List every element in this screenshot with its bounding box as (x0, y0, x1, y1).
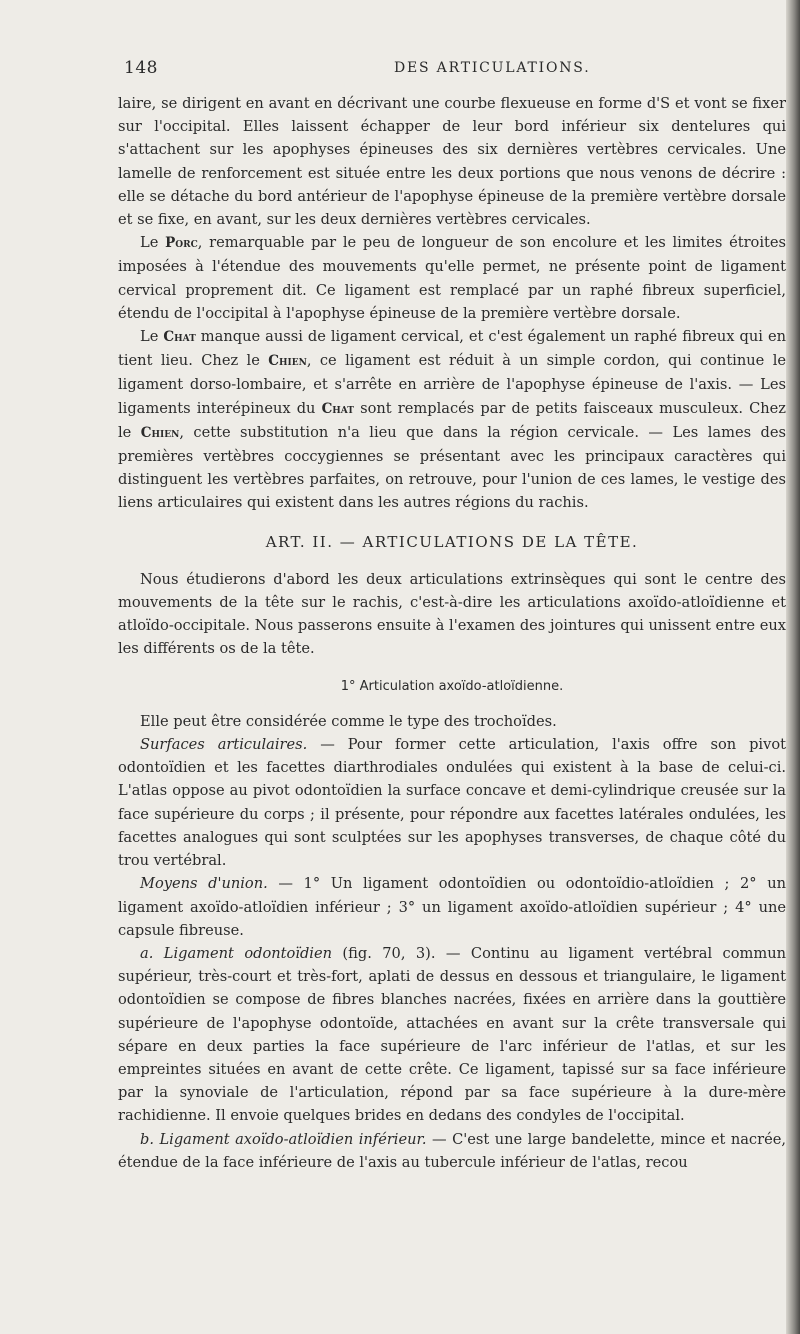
ligament-a-label: a. Ligament odontoïdien (140, 944, 332, 962)
paragraph-ligament-a: a. Ligament odontoïdien (fig. 70, 3). — Continu au ligament vertébral commun supérieur, très-court et très-fort, aplati de dessus en dessous et triangulaire, le ligament odontoïdien se compose de fibres blanches nacrées, fixées en arrière dans la gouttière supérieure de l'apophyse odontoïde, attachées en avant sur la crête transversale qui sépare en deux parties la face supérieure de l'arc inférieur de l'atlas, et sur les empreintes situées en avant de cette crête. Ce ligament, tapissé sur sa face inférieure par la synoviale de l'articulation, répond par sa face supérieure à la dure-mère rachidienne. Il envoie quelques brides en dedans des condyles de l'occipital. (118, 944, 786, 1125)
paragraph-ligament-b: b. Ligament axoïdo-atloïdien inférieur. — C'est une large bandelette, mince et nacrée, étendue de la face inférieure de l'axis au tubercule inférieur de l'atlas, recou (118, 1130, 786, 1171)
surfaces-label: Surfaces articulaires. (140, 736, 308, 754)
subsection-title: 1° Articulation axoïdo-atloïdienne. (340, 678, 564, 694)
section-intro: Nous étudierons d'abord les deux articulations extrinsèques qui sont le centre des mouvements de la tête sur le rachis, c'est-à-dire les articulations axoïdo-atloïdienne et atloïdo-occipitale. Nous passerons ensuite à l'examen des jointures qui unissent entre eux les différents os de la tête. (118, 570, 786, 658)
running-head (124, 58, 760, 80)
paragraph-continuation: laire, se dirigent en avant en décrivant une courbe flexueuse en forme d'S et vont se fixer sur l'occipital. Elles laissent échapper de leur bord inférieur six dentelures qui s'attachent sur les apophyses épineuses des six dernières vertèbres cervicales. Une lamelle de renforcement est située entre les deux portions que nous venons de décrire : elle se détache du bord antérieur de l'apophyse épineuse de la première vertèbre dorsale et se fixe, en avant, sur les deux dernières vertèbres cervicales. (118, 95, 786, 229)
body-text (118, 92, 786, 1174)
paragraph-moyens: Moyens d'union. — 1° Un ligament odontoïdien ou odontoïdio-atloïdien ; 2° un ligament axoïdo-atloïdien inférieur ; 3° un ligament axoïdo-atloïdien supérieur ; 4° une capsule fibreuse. (118, 875, 786, 939)
page-edge-shadow (786, 0, 800, 1334)
paragraph-porc: Le Porc, remarquable par le peu de longueur de son encolure et les limites étroites imposées à l'étendue des mouvements qu'elle permet, ne présente point de ligament cervical proprement dit. Ce ligament est remplacé par un raphé fibreux superficiel, étendu de l'occipital à l'apophyse épineuse de la première vertèbre dorsale. (118, 234, 787, 322)
page-number: 148 (124, 58, 158, 78)
paragraph-type: Elle peut être considérée comme le type des trochoïdes. (140, 712, 557, 730)
animal-name-chien: Chien (268, 353, 307, 370)
paragraph-chat-chien: Le Chat manque aussi de ligament cervical, et c'est également un raphé fibreux qui en tient lieu. Chez le Chien, ce ligament est réduit à un simple cordon, qui continue le ligament dorso-lombaire, et s'arrête en arrière de l'apophyse épineuse de l'axis. — Les ligaments interépineux du Chat sont remplacés par de petits faisceaux musculeux. Chez le Chien, cette substitution n'a lieu que dans la région cervicale. — Les lames des premières vertèbres coccygiennes se présentant avec les principaux caractères qui distinguent les vertèbres parfaites, on retrouve, pour l'union de ces lames, le vestige des liens articulaires qui existent dans les autres régions du rachis. (118, 328, 786, 512)
running-title: DES ARTICULATIONS. (394, 60, 591, 76)
animal-name-chat: Chat (163, 329, 196, 346)
animal-name-chat: Chat (321, 400, 354, 417)
ligament-b-label: b. Ligament axoïdo-atloïdien inférieur. (140, 1130, 427, 1148)
moyens-label: Moyens d'union. (140, 875, 268, 893)
paragraph-surfaces: Surfaces articulaires. — Pour former cette articulation, l'axis offre son pivot odontoïdien et les facettes diarthrodiales ondulées qui existent à la base de celui-ci. L'atlas oppose au pivot odontoïdien la surface concave et demi-cylindrique creusée sur la face supérieure du corps ; il présente, pour répondre aux facettes latérales ondulées, les facettes analogues qui sont sculptées sur les apophyses transverses, de chaque côté du trou vertébral. (118, 736, 786, 870)
animal-name-porc: Porc (165, 235, 198, 252)
section-title: ART. II. — ARTICULATIONS DE LA TÊTE. (265, 532, 639, 551)
animal-name-chien: Chien (140, 424, 180, 441)
